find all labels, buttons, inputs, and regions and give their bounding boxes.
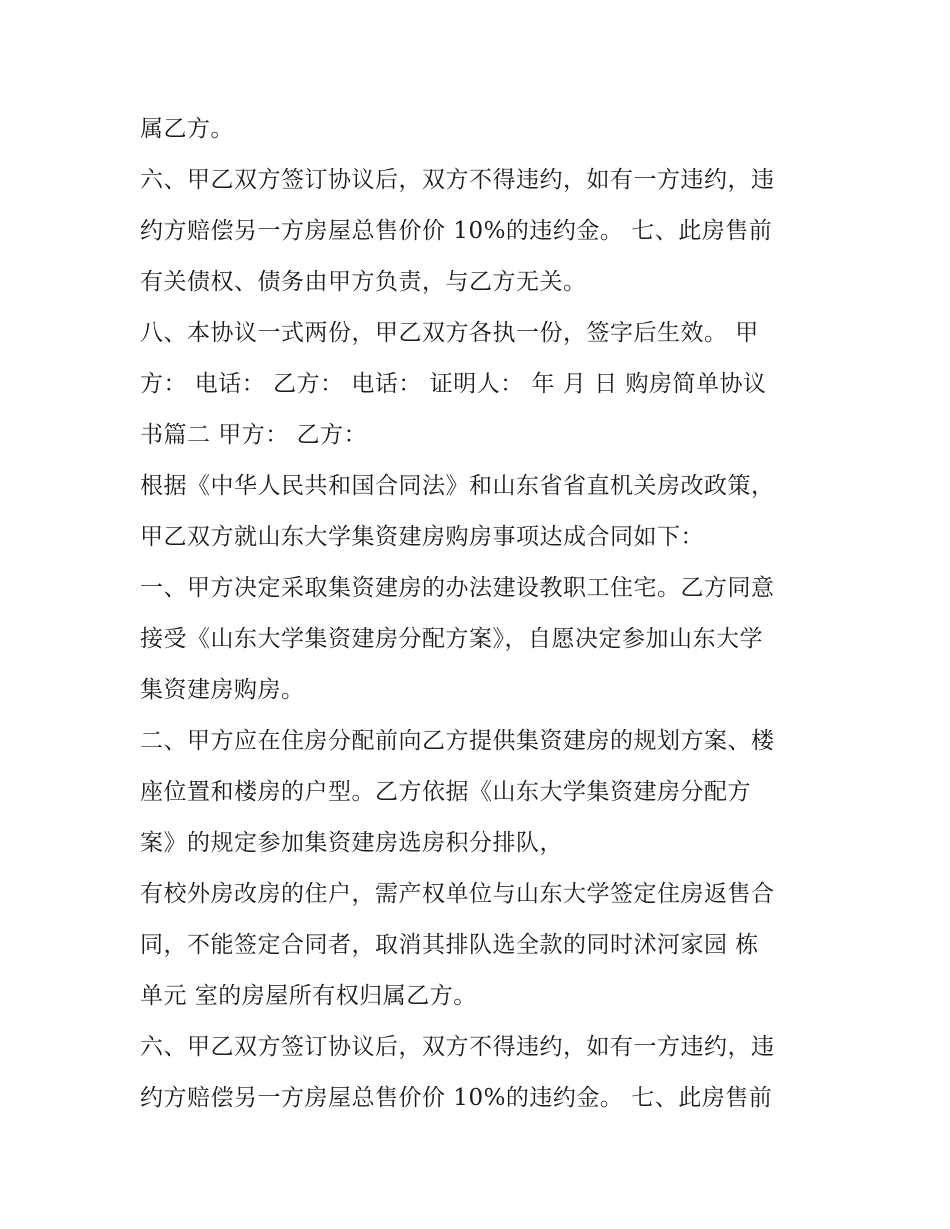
text-line: 书篇二 甲方： 乙方：	[140, 422, 368, 448]
text-line: 方： 电话： 乙方： 电话： 证明人： 年 月 日 购房简单协议	[140, 371, 767, 397]
text-line: 一、甲方决定采取集资建房的办法建设教职工住宅。乙方同意	[140, 575, 775, 601]
text-line: 接受《山东大学集资建房分配方案》，自愿决定参加山东大学	[140, 626, 763, 652]
text-line: 案》的规定参加集资建房选房积分排队，	[140, 830, 563, 856]
text-line: 约方赔偿另一方房屋总售价价 10%的违约金。 七、此房售前	[140, 1085, 773, 1111]
text-line: 二、甲方应在住房分配前向乙方提供集资建房的规划方案、楼	[140, 728, 775, 754]
text-line: 甲乙双方就山东大学集资建房购房事项达成合同如下：	[140, 524, 704, 550]
text-line: 根据《中华人民共和国合同法》和山东省省直机关房改政策，	[140, 473, 775, 499]
text-line: 六、甲乙双方签订协议后，双方不得违约，如有一方违约，违	[140, 167, 775, 193]
text-line: 座位置和楼房的户型。乙方依据《山东大学集资建房分配方	[140, 779, 751, 805]
text-line: 集资建房购房。	[140, 677, 305, 703]
text-line: 八、本协议一式两份，甲乙双方各执一份，签字后生效。 甲	[140, 320, 759, 346]
text-line: 属乙方。	[140, 116, 234, 142]
text-line: 有校外房改房的住户，需产权单位与山东大学签定住房返售合	[140, 881, 775, 907]
text-line: 六、甲乙双方签订协议后，双方不得违约，如有一方违约，违	[140, 1034, 775, 1060]
text-line: 有关债权、债务由甲方负责，与乙方无关。	[140, 269, 587, 295]
text-line: 同，不能签定合同者，取消其排队选全款的同时沭河家园 栋	[140, 932, 759, 958]
text-line: 约方赔偿另一方房屋总售价价 10%的违约金。 七、此房售前	[140, 218, 773, 244]
text-line: 单元 室的房屋所有权归属乙方。	[140, 983, 477, 1009]
